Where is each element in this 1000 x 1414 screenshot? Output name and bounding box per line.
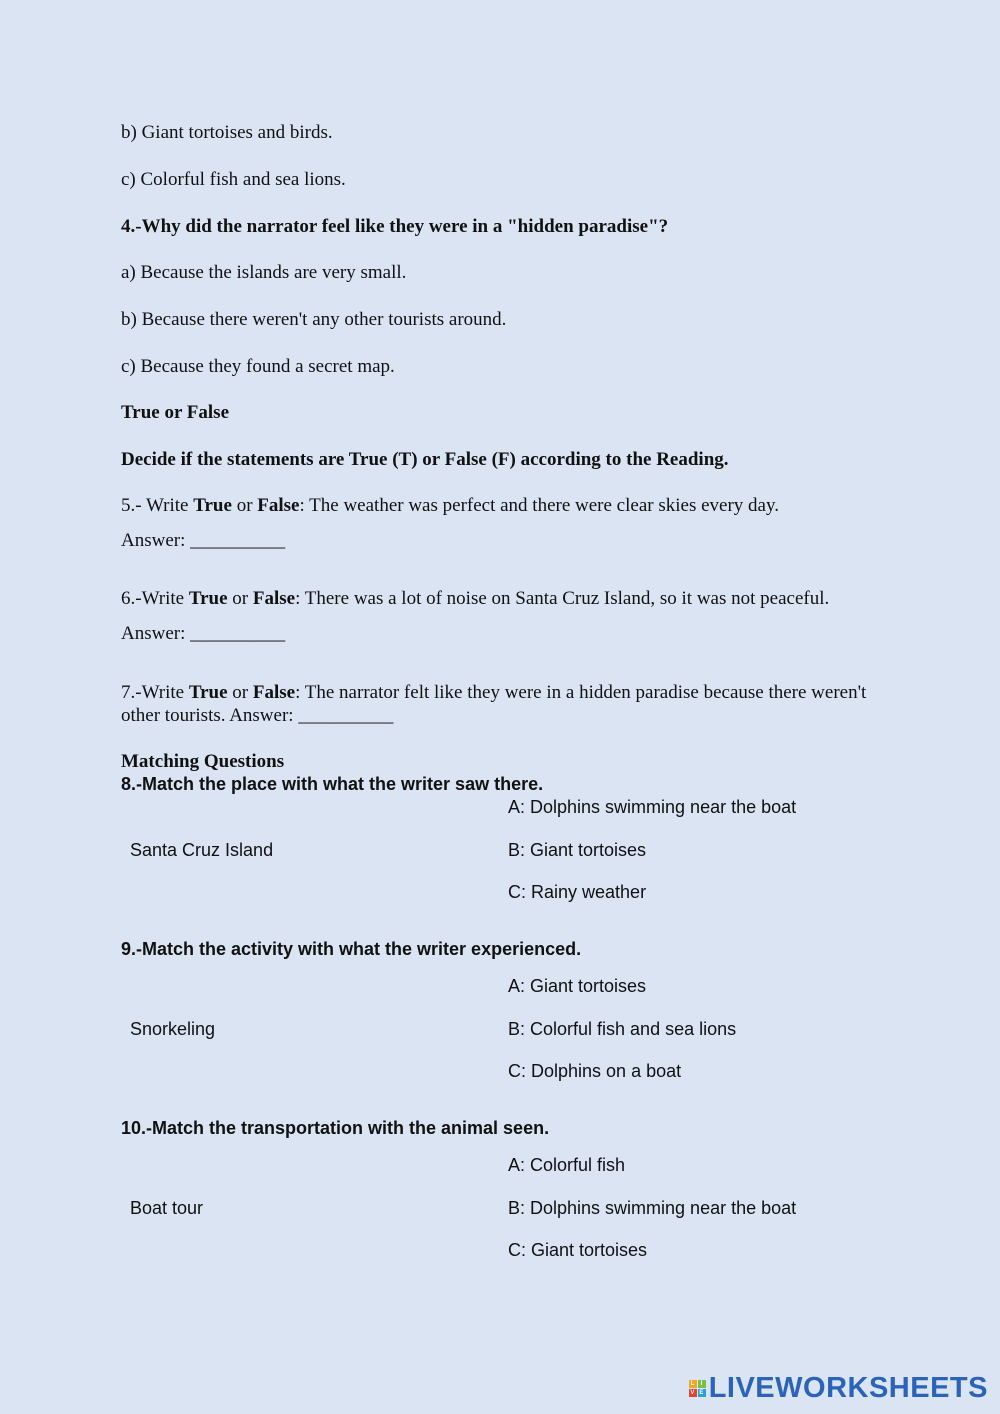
q4-option-b: b) Because there weren't any other tourists around. — [121, 309, 507, 330]
logo-tile-i: I — [698, 1380, 706, 1388]
q8-option-c[interactable]: C: Rainy weather — [508, 882, 647, 902]
q10-item[interactable]: Boat tour — [130, 1198, 204, 1218]
liveworksheets-mark-icon — [689, 1380, 706, 1397]
q10-option-a[interactable]: A: Colorful fish — [508, 1155, 626, 1175]
true-false-instructions: Decide if the statements are True (T) or False (F) according to the Reading. — [121, 449, 729, 470]
q6-statement: 6.-Write True or False: There was a lot of noise on Santa Cruz Island, so it was not peaceful. — [121, 588, 830, 609]
q9-item[interactable]: Snorkeling — [130, 1019, 216, 1039]
q9-option-c[interactable]: C: Dolphins on a boat — [508, 1061, 682, 1081]
q3-option-b: b) Giant tortoises and birds. — [121, 122, 333, 143]
q6-answer[interactable]: Answer: __________ — [121, 623, 286, 644]
q10-question: 10.-Match the transportation with the animal seen. — [121, 1118, 550, 1138]
q4-option-a: a) Because the islands are very small. — [121, 262, 407, 283]
q8-option-b[interactable]: B: Giant tortoises — [508, 840, 647, 860]
q7-statement: 7.-Write True or False: The narrator felt like they were in a hidden paradise because there weren't other tourists. Answer: __________ — [121, 682, 867, 726]
q4-question: 4.-Why did the narrator feel like they were in a "hidden paradise"? — [121, 216, 669, 237]
liveworksheets-logo — [689, 1372, 988, 1405]
logo-tile-e: E — [699, 1390, 704, 1396]
logo-tile-l: L — [690, 1381, 695, 1387]
q9-question: 9.-Match the activity with what the writer experienced. — [121, 939, 582, 959]
q8-question: 8.-Match the place with what the writer saw there. — [121, 774, 544, 794]
q3-option-c: c) Colorful fish and sea lions. — [121, 169, 346, 190]
q5-answer[interactable]: Answer: __________ — [121, 530, 286, 551]
q4-option-c: c) Because they found a secret map. — [121, 356, 395, 377]
logo-tile-v: V — [690, 1390, 695, 1396]
q8-option-a[interactable]: A: Dolphins swimming near the boat — [508, 797, 797, 817]
q10-option-c[interactable]: C: Giant tortoises — [508, 1240, 648, 1260]
q5-statement: 5.- Write True or False: The weather was perfect and there were clear skies every day. — [121, 495, 779, 516]
true-false-heading: True or False — [121, 402, 229, 423]
q9-option-a[interactable]: A: Giant tortoises — [508, 976, 647, 996]
q10-option-b[interactable]: B: Dolphins swimming near the boat — [508, 1198, 797, 1218]
q8-item[interactable]: Santa Cruz Island — [130, 840, 274, 860]
logo-text: LIVEWORKSHEETS — [708, 1372, 988, 1404]
q9-option-b[interactable]: B: Colorful fish and sea lions — [508, 1019, 737, 1039]
matching-heading: Matching Questions — [121, 751, 285, 772]
